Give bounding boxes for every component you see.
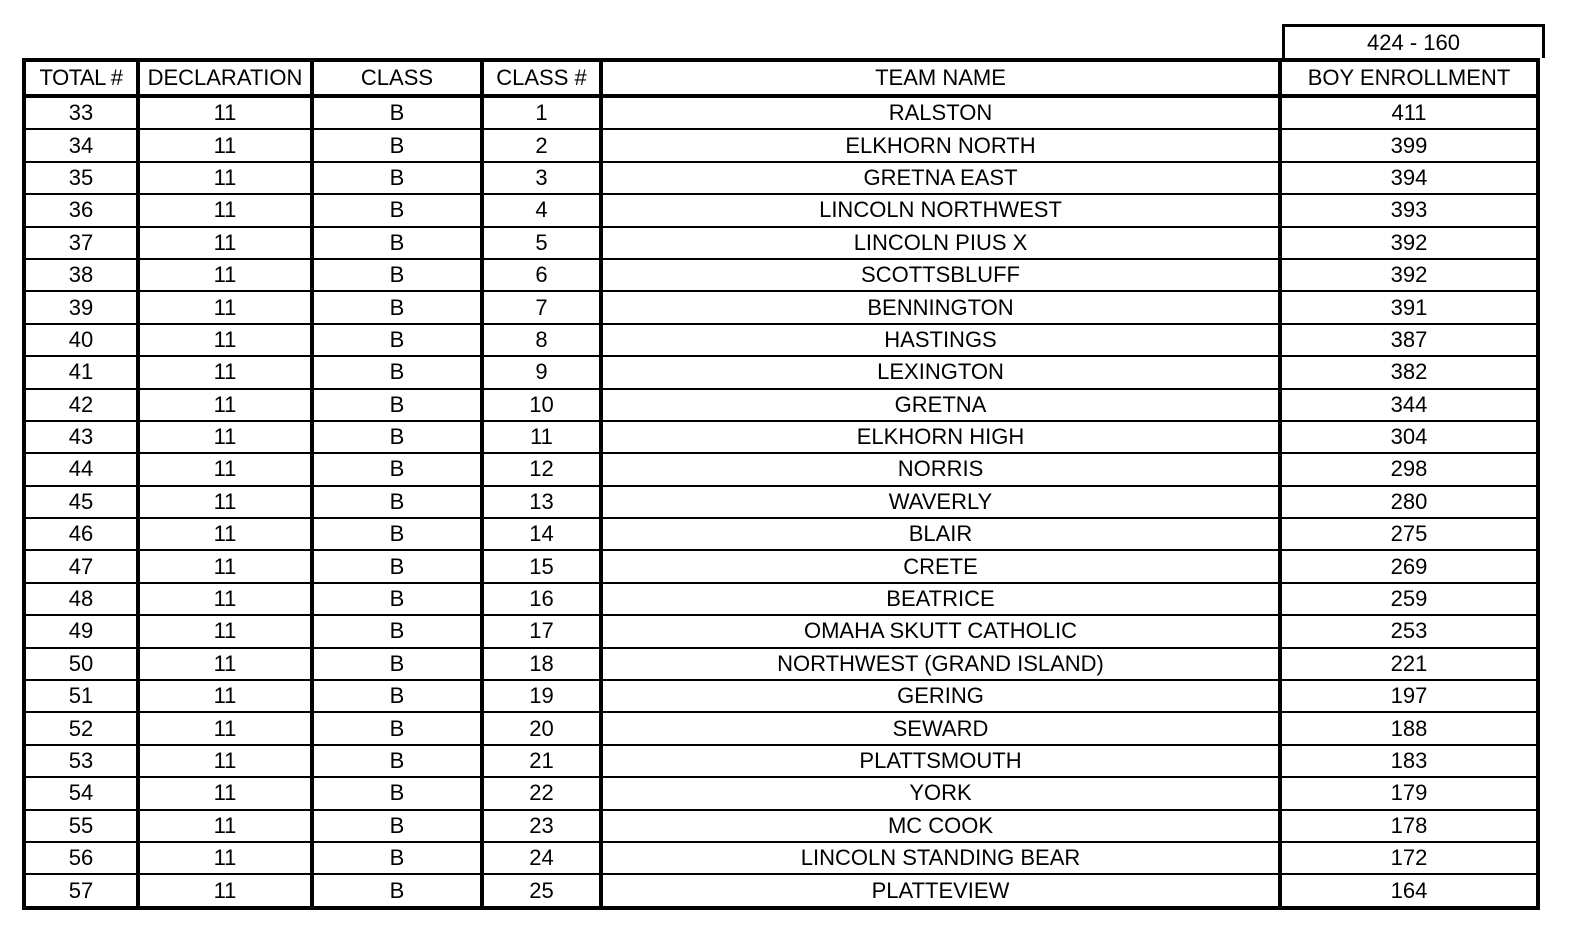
cell-declaration: 11 <box>138 615 312 647</box>
cell-boy-enrollment: 394 <box>1280 162 1538 194</box>
cell-declaration: 11 <box>138 874 312 907</box>
cell-class-number: 3 <box>482 162 601 194</box>
cell-declaration: 11 <box>138 648 312 680</box>
cell-class-number: 10 <box>482 389 601 421</box>
cell-declaration: 11 <box>138 842 312 874</box>
cell-boy-enrollment: 392 <box>1280 259 1538 291</box>
cell-boy-enrollment: 221 <box>1280 648 1538 680</box>
cell-total: 49 <box>24 615 138 647</box>
table-row <box>24 453 1538 485</box>
table-row <box>24 291 1538 323</box>
cell-boy-enrollment: 164 <box>1280 874 1538 907</box>
cell-class: B <box>312 615 482 647</box>
cell-team-name: GERING <box>601 680 1280 712</box>
cell-team-name: GRETNA <box>601 389 1280 421</box>
cell-team-name: SCOTTSBLUFF <box>601 259 1280 291</box>
cell-class: B <box>312 324 482 356</box>
cell-declaration: 11 <box>138 389 312 421</box>
header-class: CLASS <box>312 60 482 96</box>
cell-total: 37 <box>24 227 138 259</box>
cell-team-name: BEATRICE <box>601 583 1280 615</box>
cell-declaration: 11 <box>138 680 312 712</box>
cell-total: 34 <box>24 129 138 161</box>
cell-class: B <box>312 96 482 129</box>
cell-declaration: 11 <box>138 486 312 518</box>
cell-declaration: 11 <box>138 810 312 842</box>
cell-class: B <box>312 680 482 712</box>
table-row <box>24 712 1538 744</box>
cell-total: 41 <box>24 356 138 388</box>
cell-boy-enrollment: 280 <box>1280 486 1538 518</box>
cell-class-number: 7 <box>482 291 601 323</box>
cell-total: 36 <box>24 194 138 226</box>
cell-team-name: OMAHA SKUTT CATHOLIC <box>601 615 1280 647</box>
cell-declaration: 11 <box>138 259 312 291</box>
cell-team-name: BLAIR <box>601 518 1280 550</box>
table-row <box>24 550 1538 582</box>
cell-class: B <box>312 389 482 421</box>
cell-declaration: 11 <box>138 745 312 777</box>
cell-total: 56 <box>24 842 138 874</box>
cell-class-number: 12 <box>482 453 601 485</box>
table-row <box>24 96 1538 129</box>
cell-boy-enrollment: 298 <box>1280 453 1538 485</box>
cell-class-number: 21 <box>482 745 601 777</box>
cell-class: B <box>312 550 482 582</box>
cell-boy-enrollment: 399 <box>1280 129 1538 161</box>
cell-class: B <box>312 648 482 680</box>
cell-declaration: 11 <box>138 291 312 323</box>
cell-boy-enrollment: 178 <box>1280 810 1538 842</box>
cell-team-name: PLATTSMOUTH <box>601 745 1280 777</box>
class-b-roster-table <box>22 58 1540 910</box>
cell-total: 48 <box>24 583 138 615</box>
cell-team-name: GRETNA EAST <box>601 162 1280 194</box>
cell-team-name: BENNINGTON <box>601 291 1280 323</box>
cell-total: 43 <box>24 421 138 453</box>
table-row <box>24 648 1538 680</box>
cell-total: 39 <box>24 291 138 323</box>
cell-total: 54 <box>24 777 138 809</box>
cell-class: B <box>312 810 482 842</box>
cell-boy-enrollment: 382 <box>1280 356 1538 388</box>
cell-class-number: 8 <box>482 324 601 356</box>
cell-total: 52 <box>24 712 138 744</box>
cell-team-name: ELKHORN HIGH <box>601 421 1280 453</box>
table-row <box>24 745 1538 777</box>
cell-boy-enrollment: 392 <box>1280 227 1538 259</box>
cell-class-number: 15 <box>482 550 601 582</box>
cell-class: B <box>312 874 482 907</box>
table-row <box>24 810 1538 842</box>
table-row <box>24 389 1538 421</box>
table-row <box>24 129 1538 161</box>
cell-boy-enrollment: 275 <box>1280 518 1538 550</box>
cell-class-number: 1 <box>482 96 601 129</box>
cell-class: B <box>312 421 482 453</box>
header-boy-enrollment: BOY ENROLLMENT <box>1280 60 1538 96</box>
table-row <box>24 874 1538 907</box>
cell-class: B <box>312 777 482 809</box>
table-row <box>24 194 1538 226</box>
cell-declaration: 11 <box>138 162 312 194</box>
table-row <box>24 324 1538 356</box>
cell-declaration: 11 <box>138 356 312 388</box>
table-row <box>24 842 1538 874</box>
cell-declaration: 11 <box>138 421 312 453</box>
cell-class-number: 20 <box>482 712 601 744</box>
cell-boy-enrollment: 188 <box>1280 712 1538 744</box>
cell-boy-enrollment: 387 <box>1280 324 1538 356</box>
cell-boy-enrollment: 259 <box>1280 583 1538 615</box>
cell-declaration: 11 <box>138 227 312 259</box>
table-row <box>24 583 1538 615</box>
cell-class: B <box>312 194 482 226</box>
cell-team-name: LINCOLN NORTHWEST <box>601 194 1280 226</box>
cell-class: B <box>312 583 482 615</box>
table-row <box>24 615 1538 647</box>
cell-class-number: 14 <box>482 518 601 550</box>
cell-boy-enrollment: 393 <box>1280 194 1538 226</box>
cell-team-name: NORTHWEST (GRAND ISLAND) <box>601 648 1280 680</box>
cell-class-number: 13 <box>482 486 601 518</box>
cell-boy-enrollment: 197 <box>1280 680 1538 712</box>
cell-declaration: 11 <box>138 712 312 744</box>
header-team-name: TEAM NAME <box>601 60 1280 96</box>
cell-class-number: 22 <box>482 777 601 809</box>
cell-total: 53 <box>24 745 138 777</box>
cell-team-name: SEWARD <box>601 712 1280 744</box>
cell-team-name: LINCOLN PIUS X <box>601 227 1280 259</box>
cell-boy-enrollment: 172 <box>1280 842 1538 874</box>
cell-total: 47 <box>24 550 138 582</box>
cell-class-number: 4 <box>482 194 601 226</box>
cell-class-number: 9 <box>482 356 601 388</box>
cell-team-name: HASTINGS <box>601 324 1280 356</box>
cell-class: B <box>312 259 482 291</box>
cell-boy-enrollment: 344 <box>1280 389 1538 421</box>
cell-team-name: ELKHORN NORTH <box>601 129 1280 161</box>
cell-declaration: 11 <box>138 777 312 809</box>
table-row <box>24 777 1538 809</box>
cell-declaration: 11 <box>138 550 312 582</box>
cell-team-name: WAVERLY <box>601 486 1280 518</box>
cell-class: B <box>312 356 482 388</box>
table-row <box>24 227 1538 259</box>
cell-boy-enrollment: 304 <box>1280 421 1538 453</box>
cell-team-name: PLATTEVIEW <box>601 874 1280 907</box>
cell-total: 45 <box>24 486 138 518</box>
cell-boy-enrollment: 269 <box>1280 550 1538 582</box>
cell-team-name: RALSTON <box>601 96 1280 129</box>
enrollment-range-label: 424 - 160 <box>1282 24 1545 58</box>
cell-class-number: 16 <box>482 583 601 615</box>
cell-class-number: 5 <box>482 227 601 259</box>
cell-class: B <box>312 291 482 323</box>
table-row <box>24 518 1538 550</box>
cell-team-name: LEXINGTON <box>601 356 1280 388</box>
cell-class: B <box>312 842 482 874</box>
cell-class-number: 25 <box>482 874 601 907</box>
cell-total: 33 <box>24 96 138 129</box>
cell-total: 40 <box>24 324 138 356</box>
cell-team-name: MC COOK <box>601 810 1280 842</box>
cell-class-number: 17 <box>482 615 601 647</box>
cell-declaration: 11 <box>138 518 312 550</box>
cell-team-name: YORK <box>601 777 1280 809</box>
cell-class: B <box>312 486 482 518</box>
table-row <box>24 680 1538 712</box>
cell-declaration: 11 <box>138 194 312 226</box>
cell-class: B <box>312 712 482 744</box>
cell-total: 46 <box>24 518 138 550</box>
header-class-number: CLASS # <box>482 60 601 96</box>
cell-class: B <box>312 162 482 194</box>
cell-declaration: 11 <box>138 583 312 615</box>
cell-total: 57 <box>24 874 138 907</box>
cell-boy-enrollment: 391 <box>1280 291 1538 323</box>
cell-boy-enrollment: 411 <box>1280 96 1538 129</box>
cell-declaration: 11 <box>138 324 312 356</box>
table-row <box>24 259 1538 291</box>
table-row <box>24 421 1538 453</box>
cell-team-name: LINCOLN STANDING BEAR <box>601 842 1280 874</box>
cell-total: 51 <box>24 680 138 712</box>
cell-class-number: 6 <box>482 259 601 291</box>
table-row <box>24 356 1538 388</box>
cell-team-name: CRETE <box>601 550 1280 582</box>
cell-declaration: 11 <box>138 453 312 485</box>
cell-class: B <box>312 518 482 550</box>
cell-total: 35 <box>24 162 138 194</box>
cell-class: B <box>312 745 482 777</box>
cell-class-number: 19 <box>482 680 601 712</box>
cell-class-number: 11 <box>482 421 601 453</box>
cell-declaration: 11 <box>138 129 312 161</box>
cell-class: B <box>312 453 482 485</box>
cell-boy-enrollment: 179 <box>1280 777 1538 809</box>
header-row <box>24 60 1538 96</box>
cell-total: 50 <box>24 648 138 680</box>
cell-class: B <box>312 227 482 259</box>
cell-total: 38 <box>24 259 138 291</box>
cell-declaration: 11 <box>138 96 312 129</box>
cell-class: B <box>312 129 482 161</box>
cell-class-number: 24 <box>482 842 601 874</box>
cell-boy-enrollment: 183 <box>1280 745 1538 777</box>
cell-class-number: 2 <box>482 129 601 161</box>
cell-class-number: 23 <box>482 810 601 842</box>
cell-boy-enrollment: 253 <box>1280 615 1538 647</box>
cell-total: 42 <box>24 389 138 421</box>
table-row <box>24 486 1538 518</box>
cell-class-number: 18 <box>482 648 601 680</box>
cell-total: 55 <box>24 810 138 842</box>
cell-total: 44 <box>24 453 138 485</box>
header-total: TOTAL # <box>24 60 138 96</box>
header-declaration: DECLARATION <box>138 60 312 96</box>
table-row <box>24 162 1538 194</box>
cell-team-name: NORRIS <box>601 453 1280 485</box>
